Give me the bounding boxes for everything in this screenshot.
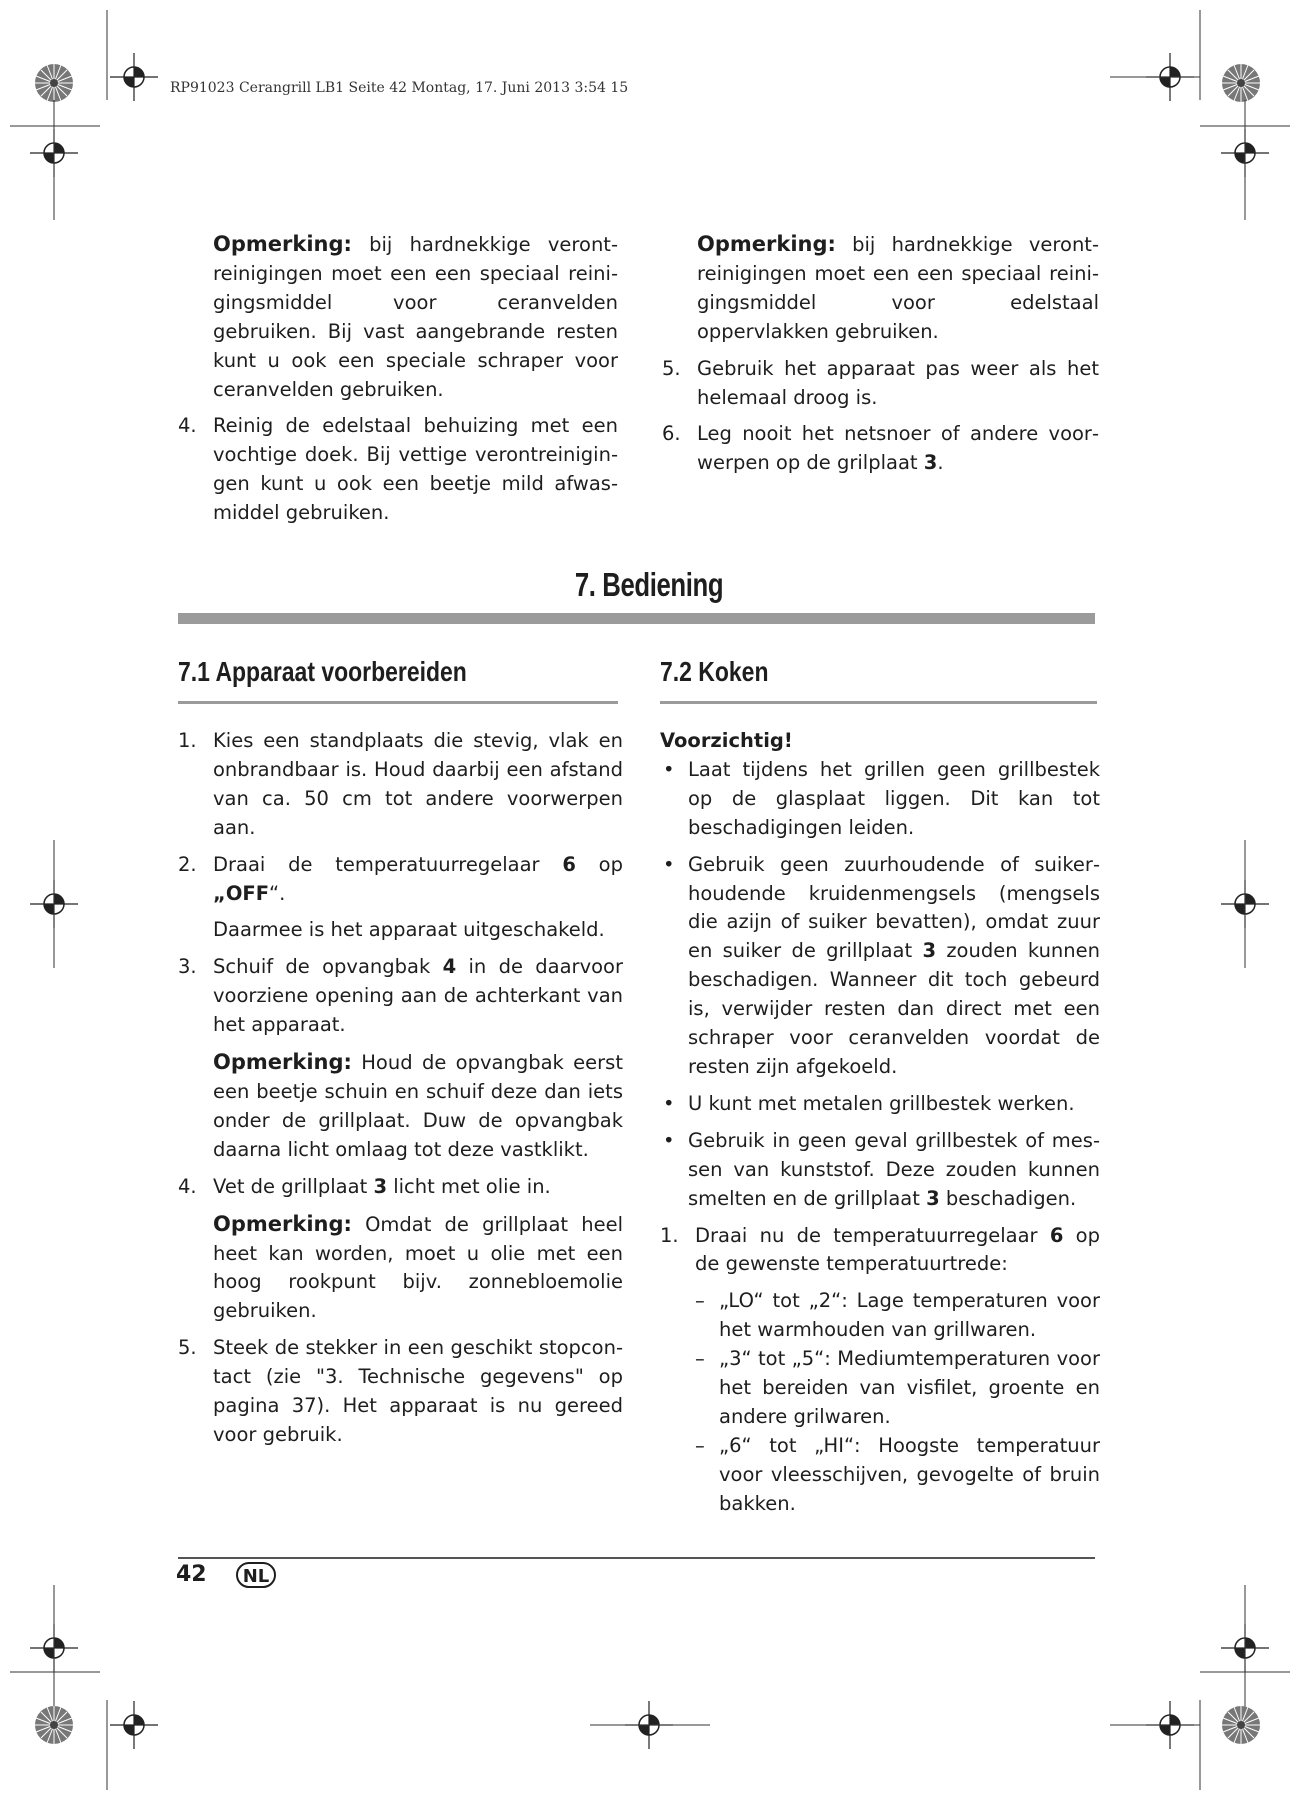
item-number: 1. <box>178 729 197 752</box>
dash-icon: – <box>695 1289 705 1313</box>
color-target-icon <box>35 1706 73 1744</box>
part-reference: 6 <box>562 852 576 876</box>
chapter-bar <box>178 613 1095 624</box>
item-text: Schuif de opvangbak <box>213 955 443 979</box>
note-paragraph <box>662 230 1099 347</box>
item-text-end: . <box>937 451 944 475</box>
bullet-text: Gebruik in geen geval grillbestek of messen van kunststof. Deze zouden kunnen smelten en de grillplaat <box>688 1128 1100 1210</box>
list-item <box>178 953 623 1040</box>
top-left-column <box>178 230 618 528</box>
dash-item <box>695 1432 1100 1519</box>
item-text: Draai nu de temperatuurregelaar <box>695 1223 1050 1247</box>
item-number: 2. <box>178 852 197 876</box>
dash-icon: – <box>695 1433 705 1457</box>
list-item <box>178 1334 623 1450</box>
list-item <box>178 727 623 843</box>
list-item <box>178 1173 623 1202</box>
print-slug: RP91023 Cerangrill LB1 Seite 42 Montag, 17. Juni 2013 3:54 15 <box>170 80 629 96</box>
color-target-icon <box>35 64 73 102</box>
section-2-column <box>660 727 1100 1519</box>
item-number: 4. <box>178 1174 197 1198</box>
part-reference: 3 <box>923 451 938 475</box>
item-text: Kies een standplaats die stevig, vlak en onbrandbaar is. Houd daarbij een afstand van ca. 50 cm tot andere voorwerpen aan. <box>213 729 623 839</box>
switch-setting: „OFF <box>213 881 270 905</box>
part-reference: 6 <box>1049 1223 1064 1247</box>
page-number: 42 <box>176 1562 207 1587</box>
dash-text: „6“ tot „HI“: Hoogste temperatuur voor vleesschijven, gevogelte of bruin bakken. <box>719 1433 1100 1515</box>
item-text: Vet de grillplaat <box>213 1174 374 1198</box>
section-title: 7.1 Apparaat voorbereiden <box>178 656 467 687</box>
dash-item <box>695 1345 1100 1432</box>
dash-icon: – <box>695 1347 705 1371</box>
note-paragraph <box>178 1048 623 1165</box>
part-reference: 3 <box>926 1186 940 1210</box>
bullet-text: beschadigen. <box>939 1186 1077 1210</box>
item-text: Gebruik het apparaat pas weer als het helemaal droog is. <box>697 356 1099 409</box>
language-badge: NL <box>236 1562 276 1588</box>
note-text: bij hardnekkige verontreinigingen moet een een speciaal reinigingsmiddel voor edelstaal oppervlakken gebruiken. <box>697 233 1099 343</box>
top-right-column <box>662 230 1099 478</box>
chapter-title: 7. Bediening <box>574 566 724 603</box>
item-text: in de daarvoor voorziene opening aan de achterkant van het apparaat. <box>213 955 623 1037</box>
bullet-text: Gebruik geen zuurhoudende of suikerhoudende kruidenmengsels (mengsels die azijn of suiker bevatten), omdat zuur en suiker de grillplaat <box>688 852 1100 963</box>
dash-text: „LO“ tot „2“: Lage temperaturen voor het warmhouden van grillwaren. <box>719 1289 1100 1342</box>
bullet-item <box>660 756 1100 843</box>
item-text: op de gewenste temperatuurtrede: <box>695 1223 1100 1276</box>
section-1-column <box>178 727 623 1450</box>
color-target-icon <box>1222 64 1260 102</box>
list-item <box>660 1222 1100 1280</box>
part-reference: 3 <box>373 1174 388 1198</box>
item-number: 5. <box>178 1336 197 1360</box>
section-rule <box>178 701 618 704</box>
bullet-item <box>660 1090 1100 1119</box>
bullet-icon: • <box>663 1128 675 1152</box>
note-paragraph <box>178 230 618 404</box>
bullet-icon: • <box>663 757 675 781</box>
registration-mark-icon <box>110 1701 158 1749</box>
registration-mark-icon <box>110 53 158 101</box>
item-number: 6. <box>662 422 681 446</box>
item-text: Steek de stekker in een geschikt stopcontact (zie "3. Technische gegevens" op pagina 37). Het apparaat is nu gereed voor gebruik. <box>213 1336 623 1446</box>
bullet-text: zouden kunnen beschadigen. Wanneer dit toch gebeurd is, verwijder resten dan direct met een schraper voor ceranvelden voordat de resten zijn afgekoeld. <box>688 939 1101 1078</box>
item-text: Reinig de edelstaal behuizing met een vochtige doek. Bij vettige verontreinigingen kunt u ook een beetje mild afwasmiddel gebruiken. <box>213 414 618 525</box>
item-number: 4. <box>178 414 197 438</box>
temperature-list <box>660 1287 1100 1518</box>
footer-rule <box>178 1557 1095 1559</box>
item-text: Draai de temperatuurregelaar <box>213 852 563 876</box>
item-text: licht met olie in. <box>387 1174 551 1198</box>
part-reference: 3 <box>922 939 937 963</box>
item-number: 3. <box>178 955 197 979</box>
bullet-text: Laat tijdens het grillen geen grillbestek op de glasplaat liggen. Dit kan tot beschadigingen leiden. <box>688 757 1100 839</box>
item-number: 1. <box>660 1223 679 1247</box>
caution-heading: Voorzichtig! <box>660 729 793 752</box>
note-text: bij hardnekkige verontreinigingen moet een een speciaal reinigingsmiddel voor ceranvelden gebruiken. Bij vast aangebrande resten kunt u ook een speciale schraper voor ceranvelden gebruiken. <box>213 233 618 401</box>
bullet-item <box>660 1127 1100 1214</box>
section-rule <box>660 701 1097 704</box>
note-label: Opmerking: <box>213 1050 352 1075</box>
item-number: 5. <box>662 356 681 380</box>
dash-item <box>695 1287 1100 1345</box>
bullet-icon: • <box>663 1091 675 1115</box>
item-text: op <box>575 852 623 876</box>
sub-paragraph: Daarmee is het apparaat uitgeschakeld. <box>213 918 605 942</box>
bullet-item <box>660 851 1100 1082</box>
bullet-icon: • <box>663 852 675 876</box>
note-text: Omdat de grillplaat heel heet kan worden, moet u olie met een hoog rookpunt bijv. zonnebloemolie gebruiken. <box>213 1212 623 1323</box>
item-text: Leg nooit het netsnoer of andere voorwerpen op de grilplaat <box>697 422 1099 475</box>
section-title: 7.2 Koken <box>660 656 769 687</box>
item-text-end: “. <box>269 881 286 905</box>
note-label: Opmerking: <box>697 232 836 256</box>
list-item <box>662 420 1099 478</box>
part-reference: 4 <box>442 955 457 979</box>
note-label: Opmerking: <box>213 1211 352 1236</box>
list-item <box>178 851 623 909</box>
bullet-text: U kunt met metalen grillbestek werken. <box>688 1091 1075 1115</box>
list-item <box>178 412 618 528</box>
dash-text: „3“ tot „5“: Mediumtemperaturen voor het bereiden van visfilet, groente en andere grilwaren. <box>719 1347 1100 1428</box>
note-paragraph <box>178 1210 623 1327</box>
note-text: Houd de opvangbak eerst een beetje schuin en schuif deze dan iets onder de grillplaat. Duw de opvangbak daarna licht omlaag tot deze vastklikt. <box>213 1051 623 1161</box>
note-label: Opmerking: <box>213 232 352 256</box>
color-target-icon <box>1222 1706 1260 1744</box>
list-item <box>662 355 1099 413</box>
